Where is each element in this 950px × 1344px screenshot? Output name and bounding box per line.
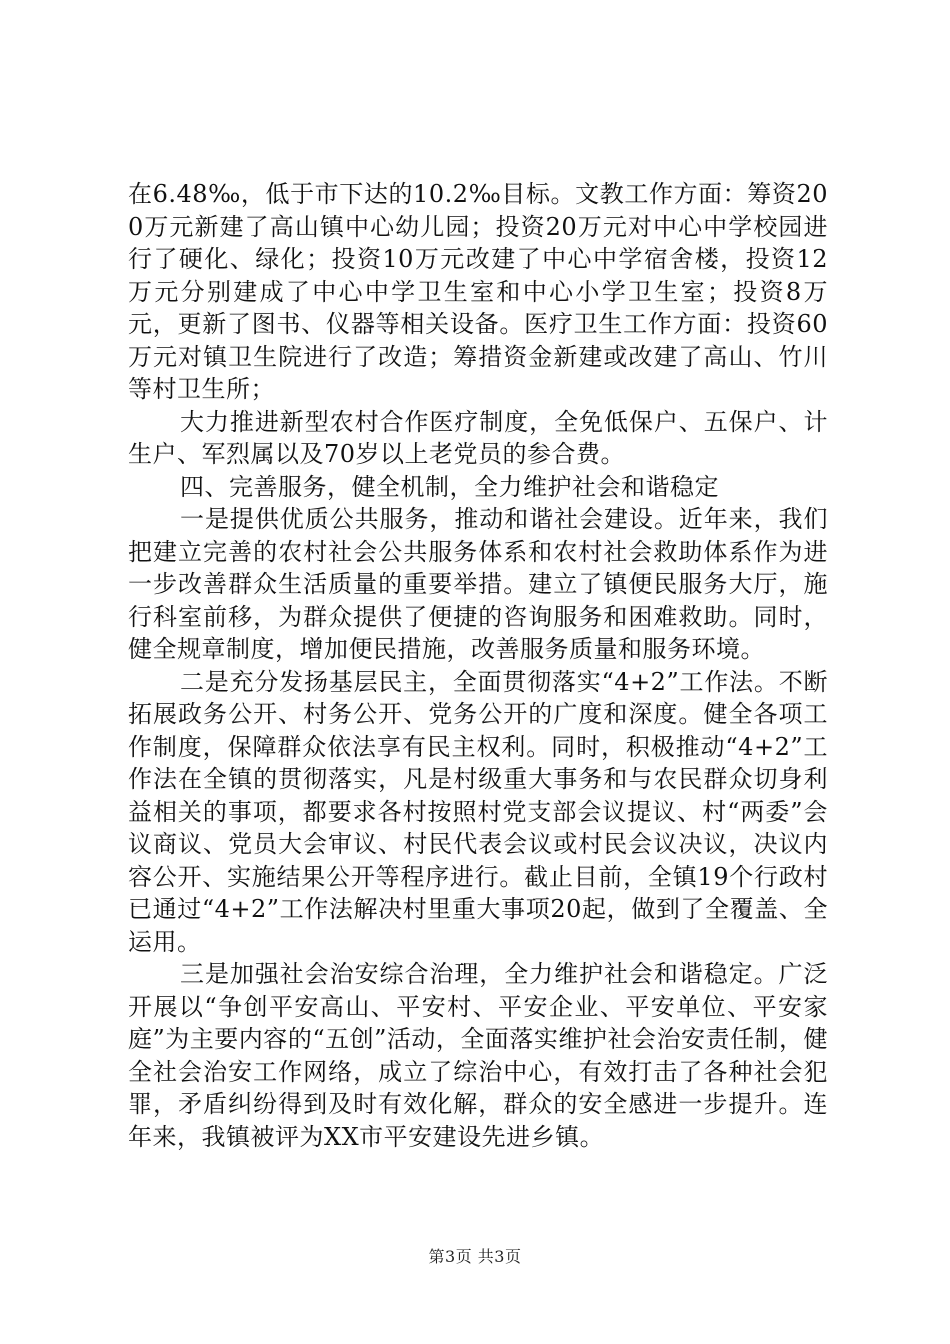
paragraph-4: 二是充分发扬基层民主，全面贯彻落实“4+2”工作法。不断拓展政务公开、村务公开、党务公开的广度和深度。健全各项工作制度，保障群众依法享有民主权利。同时，积极推动“4+2”工作法在全镇的贯彻落实，凡是村级重大事务和与农民群众切身利益相关的事项，都要求各村按照村党支部会议提议、村“两委”会议商议、党员大会审议、村民代表会议或村民会议决议，决议内容公开、实施结果公开等程序进行。截止目前，全镇19个行政村已通过“4+2”工作法解决村里重大事项20起，做到了全覆盖、全运用。 xyxy=(128,667,828,956)
paragraph-3: 一是提供优质公共服务，推动和谐社会建设。近年来，我们把建立完善的农村社会公共服务体系和农村社会救助体系作为进一步改善群众生活质量的重要举措。建立了镇便民服务大厅，施行科室前移，为群众提供了便捷的咨询服务和困难救助。同时，健全规章制度，增加便民措施，改善服务质量和服务环境。 xyxy=(128,505,828,663)
paragraph-5: 三是加强社会治安综合治理，全力维护社会和谐稳定。广泛开展以“争创平安高山、平安村、平安企业、平安单位、平安家庭”为主要内容的“五创”活动，全面落实维护社会治安责任制，健全社会治安工作网络，成立了综治中心，有效打击了各种社会犯罪，矛盾纠纷得到及时有效化解，群众的安全感进一步提升。连年来，我镇被评为XX市平安建设先进乡镇。 xyxy=(128,960,828,1151)
document-body xyxy=(128,178,828,1153)
paragraph-1: 在6.48‰，低于市下达的10.2‰目标。文教工作方面：筹资200万元新建了高山镇中心幼儿园；投资20万元对中心中学校园进行了硬化、绿化；投资10万元改建了中心中学宿舍楼，投资12万元分别建成了中心中学卫生室和中心小学卫生室；投资8万元，更新了图书、仪器等相关设备。医疗卫生工作方面：投资60万元对镇卫生院进行了改造；筹措资金新建或改建了高山、竹川等村卫生所； xyxy=(128,180,828,403)
page-number-footer: 第3页 共3页 xyxy=(428,1247,522,1266)
paragraph-2: 大力推进新型农村合作医疗制度，全免低保户、五保户、计生户、军烈属以及70岁以上老党员的参合费。 xyxy=(128,407,828,468)
section-heading: 四、完善服务，健全机制，全力维护社会和谐稳定 xyxy=(180,472,719,501)
